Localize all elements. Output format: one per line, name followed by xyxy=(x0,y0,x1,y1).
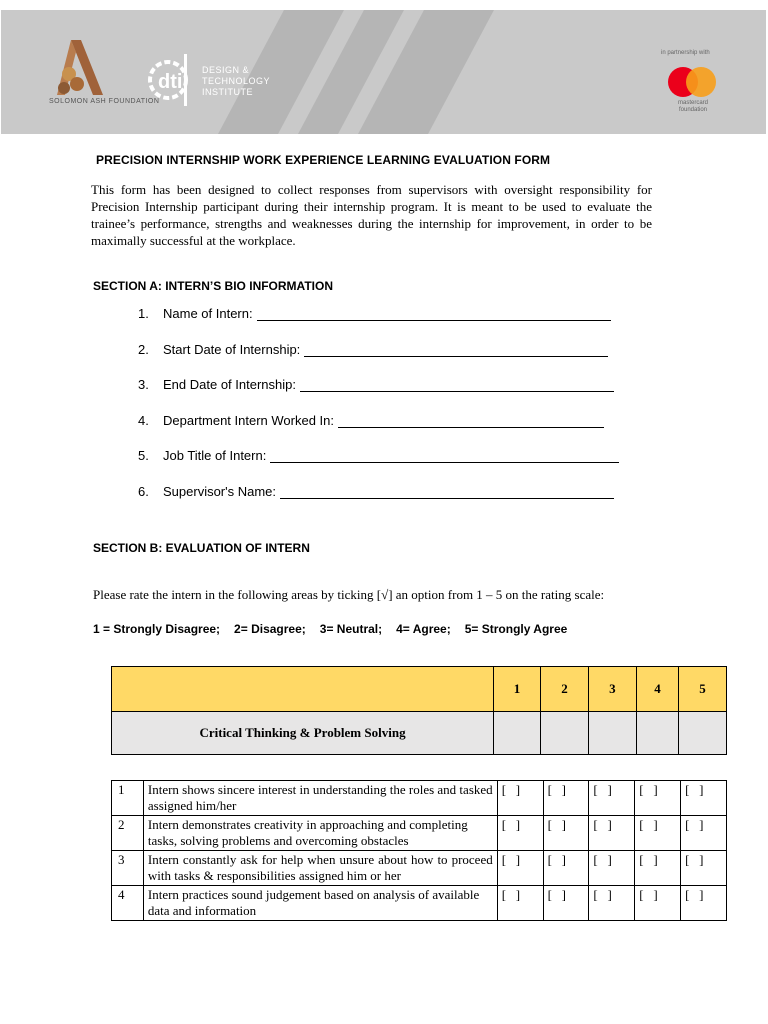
mastercard-foundation-text: mastercard foundation xyxy=(677,100,708,113)
rating-checkbox-3[interactable]: [ ] xyxy=(589,816,635,851)
field-label: End Date of Internship: xyxy=(163,377,296,392)
header-blank xyxy=(112,667,494,712)
field-label: Supervisor's Name: xyxy=(163,483,277,499)
field-number: 3. xyxy=(138,377,149,392)
mastercard-logo xyxy=(665,66,719,100)
bio-field xyxy=(138,377,619,413)
bio-field xyxy=(138,306,619,342)
rating-checkbox-2[interactable]: [ ] xyxy=(543,781,589,816)
field-number: 4. xyxy=(138,412,149,428)
section-a-heading: SECTION A: INTERN’S BIO INFORMATION xyxy=(93,279,333,293)
rating-checkbox-4[interactable]: [ ] xyxy=(635,886,681,921)
table-row xyxy=(112,851,727,886)
rating-checkbox-3[interactable]: [ ] xyxy=(589,851,635,886)
rating-checkbox-5[interactable]: [ ] xyxy=(681,851,727,886)
evaluation-table xyxy=(111,780,727,921)
field-number: 5. xyxy=(138,448,149,463)
dti-text xyxy=(202,65,270,98)
header-banner xyxy=(1,10,766,134)
field-label: Start Date of Internship: xyxy=(163,341,301,357)
rating-checkbox-5[interactable]: [ ] xyxy=(681,886,727,921)
field-number: 1. xyxy=(138,306,149,321)
rating-checkbox-5[interactable]: [ ] xyxy=(681,816,727,851)
column-1: 1 xyxy=(494,667,541,712)
department-input[interactable] xyxy=(338,413,604,428)
rating-checkbox-1[interactable]: [ ] xyxy=(497,851,543,886)
job-title-input[interactable] xyxy=(270,448,619,463)
dti-logo-mark xyxy=(146,52,194,108)
column-5: 5 xyxy=(679,667,727,712)
row-statement: Intern shows sincere interest in understanding the roles and tasked assigned him/her xyxy=(143,781,497,816)
row-statement: Intern constantly ask for help when unsure about how to proceed with tasks & responsibilities assigned him or her xyxy=(143,851,497,886)
field-label: Department Intern Worked In: xyxy=(163,412,335,428)
foundation-logo-text: SOLOMON ASH FOUNDATION xyxy=(49,98,160,105)
rating-checkbox-4[interactable]: [ ] xyxy=(635,816,681,851)
row-number: 4 xyxy=(112,886,144,921)
table-row xyxy=(112,816,727,851)
rating-scale xyxy=(93,622,581,636)
rating-checkbox-3[interactable]: [ ] xyxy=(589,781,635,816)
end-date-input[interactable] xyxy=(300,377,614,392)
column-3: 3 xyxy=(588,667,636,712)
rating-checkbox-3[interactable]: [ ] xyxy=(589,886,635,921)
table-row xyxy=(112,886,727,921)
intro-paragraph: This form has been designed to collect responses from supervisors with oversight responsibility for Precision Internship participant during their internship program. It is meant to be used to evaluate the trainee’s performance, strengths and weaknesses during the internship for improvement, in order to be maximally successful at the workplace. xyxy=(91,182,652,248)
section-b-heading: SECTION B: EVALUATION OF INTERN xyxy=(93,541,310,555)
supervisor-name-input[interactable] xyxy=(280,484,614,499)
row-number: 1 xyxy=(112,781,144,816)
rating-checkbox-4[interactable]: [ ] xyxy=(635,851,681,886)
row-number: 3 xyxy=(112,851,144,886)
rating-checkbox-1[interactable]: [ ] xyxy=(497,781,543,816)
bio-fields xyxy=(138,306,619,519)
column-4: 4 xyxy=(636,667,678,712)
rating-checkbox-5[interactable]: [ ] xyxy=(681,781,727,816)
row-statement: Intern practices sound judgement based on analysis of available data and information xyxy=(143,886,497,921)
scale-5: 5= Strongly Agree xyxy=(464,622,568,636)
scale-3: 3= Neutral; xyxy=(319,622,383,636)
rating-checkbox-2[interactable]: [ ] xyxy=(543,851,589,886)
rating-checkbox-4[interactable]: [ ] xyxy=(635,781,681,816)
column-2: 2 xyxy=(541,667,589,712)
bio-field xyxy=(138,342,619,378)
category-title: Critical Thinking & Problem Solving xyxy=(112,712,494,755)
row-number: 2 xyxy=(112,816,144,851)
dti-line-2: TECHNOLOGY xyxy=(202,76,271,86)
dti-mark-text: dti xyxy=(158,71,183,93)
bio-field xyxy=(138,448,619,484)
bio-field xyxy=(138,413,619,449)
field-label: Name of Intern: xyxy=(163,306,253,321)
rating-header-table xyxy=(111,666,727,755)
field-number: 6. xyxy=(138,483,149,499)
field-number: 2. xyxy=(138,341,149,357)
table-row xyxy=(112,781,727,816)
field-label: Job Title of Intern: xyxy=(163,448,267,463)
dti-line-3: INSTITUTE xyxy=(202,87,253,97)
start-date-input[interactable] xyxy=(304,342,608,357)
rating-checkbox-2[interactable]: [ ] xyxy=(543,886,589,921)
category-row xyxy=(112,712,727,755)
rating-checkbox-1[interactable]: [ ] xyxy=(497,816,543,851)
form-title: PRECISION INTERNSHIP WORK EXPERIENCE LEARNING EVALUATION FORM xyxy=(96,153,551,167)
rating-instruction: Please rate the intern in the following areas by ticking [√] an option from 1 – 5 on the rating scale: xyxy=(93,587,605,602)
row-statement: Intern demonstrates creativity in approaching and completing tasks, solving problems and overcoming obstacles xyxy=(143,816,497,851)
bio-field xyxy=(138,484,619,520)
rating-columns-row xyxy=(112,667,727,712)
dti-line-1: DESIGN & xyxy=(202,65,250,75)
scale-4: 4= Agree; xyxy=(396,622,451,636)
scale-2: 2= Disagree; xyxy=(234,622,306,636)
partner-label: in partnership with xyxy=(661,50,710,56)
rating-checkbox-2[interactable]: [ ] xyxy=(543,816,589,851)
rating-checkbox-1[interactable]: [ ] xyxy=(497,886,543,921)
name-of-intern-input[interactable] xyxy=(257,306,611,321)
scale-1: 1 = Strongly Disagree; xyxy=(93,622,221,636)
